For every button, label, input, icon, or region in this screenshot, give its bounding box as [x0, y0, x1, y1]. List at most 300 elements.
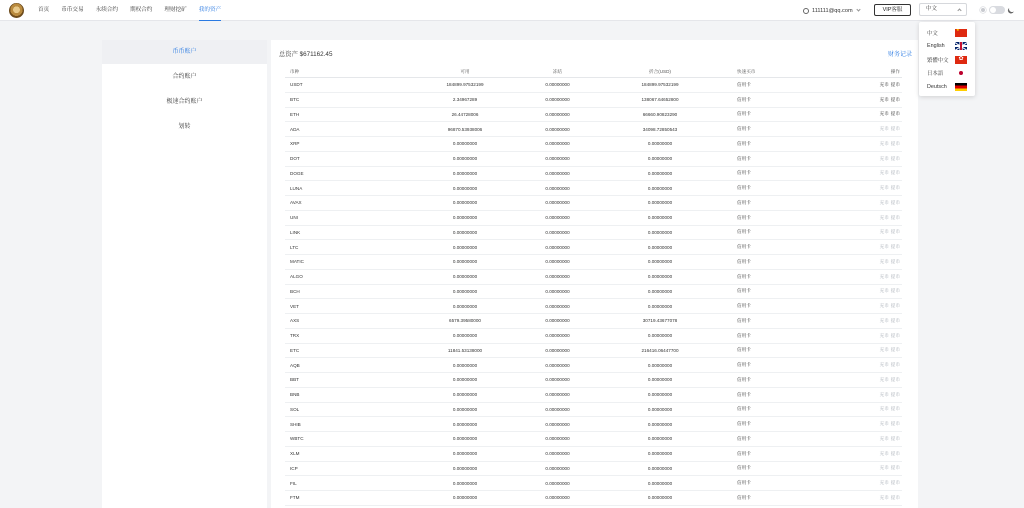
nav-item-0[interactable]: 首页	[38, 7, 50, 13]
table-row	[285, 78, 902, 93]
deposit-link[interactable]: 充币	[879, 465, 889, 471]
table-row	[285, 137, 902, 152]
language-option-hk[interactable]	[919, 53, 975, 67]
user-account-menu[interactable]	[803, 0, 860, 21]
coin-name: VET	[290, 303, 299, 309]
available-balance: 0.00000000	[452, 451, 478, 457]
coin-name: TRX	[290, 333, 300, 339]
table-row	[285, 476, 902, 491]
coin-name: AXS	[290, 318, 300, 324]
withdraw-link[interactable]: 提币	[890, 229, 900, 235]
deposit-link[interactable]: 充币	[879, 111, 889, 117]
row-operations	[880, 97, 900, 103]
usd-value: 0.00000000	[647, 436, 673, 442]
language-option-label: 繁體中文	[927, 57, 949, 64]
deposit-link[interactable]: 充币	[879, 362, 889, 368]
row-operations	[880, 377, 900, 383]
frozen-balance: 0.00000000	[545, 215, 570, 221]
row-operations	[880, 451, 900, 457]
available-balance: 0.00000000	[452, 200, 478, 206]
sun-icon	[981, 8, 985, 12]
table-row	[285, 329, 902, 344]
coin-name: DOGE	[290, 170, 304, 176]
frozen-balance: 0.00000000	[545, 318, 570, 324]
usd-value: 66660.90823290	[642, 111, 678, 117]
row-operations	[880, 436, 900, 442]
withdraw-link[interactable]: 提币	[890, 111, 900, 117]
quick-buy-link[interactable]: 信用卡	[737, 406, 751, 412]
table-row	[285, 255, 902, 270]
deposit-link[interactable]: 充币	[879, 391, 889, 397]
coin-name: LTC	[290, 244, 299, 250]
withdraw-link[interactable]: 提币	[890, 332, 900, 338]
language-option-cn[interactable]	[919, 26, 975, 40]
header-coin: 币种	[290, 69, 300, 74]
quick-buy-link[interactable]: 信用卡	[737, 111, 751, 117]
table-row	[285, 152, 902, 167]
nav-item-5[interactable]: 我的资产	[199, 0, 221, 21]
available-balance: 0.00000000	[452, 480, 478, 486]
chevron-down-icon	[856, 7, 860, 11]
table-row	[285, 299, 902, 314]
table-row	[285, 181, 902, 196]
quick-buy-link[interactable]: 信用卡	[737, 494, 751, 500]
deposit-link[interactable]: 充币	[879, 229, 889, 235]
row-operations	[880, 333, 900, 339]
row-operations	[880, 465, 900, 471]
usd-value: 0.00000000	[647, 244, 673, 250]
frozen-balance: 0.00000000	[545, 347, 570, 353]
available-balance: 0.00000000	[452, 244, 478, 250]
available-balance: 0.00000000	[452, 333, 478, 339]
language-option-label: 中文	[927, 30, 938, 37]
quick-buy-link[interactable]: 信用卡	[737, 170, 751, 176]
flag-jp-icon	[955, 69, 967, 77]
quick-buy-link[interactable]: 信用卡	[737, 140, 751, 146]
coin-name: ETC	[290, 347, 300, 353]
asset-panel	[271, 40, 918, 508]
coin-name: ADA	[290, 126, 300, 132]
header-quick-buy: 快速买币	[737, 69, 756, 74]
table-row	[285, 270, 902, 285]
deposit-link[interactable]: 充币	[879, 421, 889, 427]
deposit-link[interactable]: 充币	[879, 170, 889, 176]
available-balance: 0.00000000	[452, 170, 478, 176]
usd-value: 0.00000000	[647, 229, 673, 235]
coin-name: ETH	[290, 111, 300, 117]
nav-item-1[interactable]: 币币交易	[61, 7, 84, 13]
frozen-balance: 0.00000000	[545, 274, 570, 280]
row-operations	[880, 259, 900, 265]
quick-buy-link[interactable]: 信用卡	[737, 435, 751, 441]
deposit-link[interactable]: 充币	[879, 273, 889, 279]
row-operations	[880, 406, 900, 412]
usd-value: 0.00000000	[647, 421, 673, 427]
available-balance: 6579.39580000	[449, 318, 481, 324]
header-usd: 折合(USD)	[649, 69, 671, 74]
withdraw-link[interactable]: 提币	[890, 421, 900, 427]
frozen-balance: 0.00000000	[545, 451, 570, 457]
chevron-up-icon	[957, 8, 961, 12]
deposit-link[interactable]: 充币	[879, 494, 889, 500]
table-row	[285, 447, 902, 462]
deposit-link[interactable]: 充币	[879, 450, 889, 456]
withdraw-link[interactable]: 提币	[890, 126, 900, 132]
quick-buy-link[interactable]: 信用卡	[737, 214, 751, 220]
row-operations	[880, 141, 900, 147]
withdraw-link[interactable]: 提币	[890, 494, 900, 500]
table-row	[285, 491, 902, 506]
theme-toggle[interactable]	[989, 6, 1005, 14]
table-row	[285, 344, 902, 359]
language-select[interactable]	[919, 3, 967, 16]
withdraw-link[interactable]: 提币	[890, 450, 900, 456]
quick-buy-link[interactable]: 信用卡	[737, 480, 751, 486]
usd-value: 216416.06447700	[641, 347, 679, 353]
row-operations	[880, 215, 900, 221]
usd-value: 0.00000000	[647, 451, 673, 457]
frozen-balance: 0.00000000	[545, 259, 570, 265]
usd-value: 0.00000000	[647, 406, 673, 412]
quick-buy-link[interactable]: 信用卡	[737, 450, 751, 456]
coin-name: BNB	[290, 392, 300, 398]
language-dropdown-menu	[919, 22, 975, 96]
quick-buy-link[interactable]: 信用卡	[737, 288, 751, 294]
deposit-link[interactable]: 充币	[879, 96, 889, 102]
deposit-link[interactable]: 充币	[879, 376, 889, 382]
withdraw-link[interactable]: 提币	[890, 465, 900, 471]
quick-buy-link[interactable]: 信用卡	[737, 347, 751, 353]
nav-item-4[interactable]: 理财挖矿	[164, 7, 187, 13]
withdraw-link[interactable]: 提币	[890, 214, 900, 220]
table-row	[285, 388, 902, 403]
available-balance: 26.44728006	[451, 111, 479, 117]
language-option-jp[interactable]	[919, 67, 975, 81]
table-row	[285, 167, 902, 182]
available-balance: 0.00000000	[452, 465, 478, 471]
withdraw-link[interactable]: 提币	[890, 303, 900, 309]
language-option-de[interactable]	[919, 80, 975, 94]
coin-name: DOT	[290, 156, 300, 162]
language-option-uk[interactable]	[919, 40, 975, 54]
row-operations	[880, 288, 900, 294]
row-operations	[880, 170, 900, 176]
row-operations	[880, 362, 900, 368]
coin-name: ALGO	[290, 274, 303, 280]
moon-icon	[1008, 5, 1016, 13]
row-operations	[880, 126, 900, 132]
available-balance: 0.00000000	[452, 259, 478, 265]
table-row	[285, 403, 902, 418]
row-operations	[880, 392, 900, 398]
header-available: 可用	[460, 69, 470, 74]
table-row	[285, 226, 902, 241]
deposit-link[interactable]: 充币	[879, 288, 889, 294]
coin-name: FIL	[290, 480, 297, 486]
frozen-balance: 0.00000000	[545, 200, 570, 206]
deposit-link[interactable]: 充币	[879, 303, 889, 309]
deposit-link[interactable]: 充币	[879, 126, 889, 132]
coin-name: BTC	[290, 97, 300, 103]
withdraw-link[interactable]: 提币	[890, 170, 900, 176]
withdraw-link[interactable]: 提币	[890, 317, 900, 323]
withdraw-link[interactable]: 提币	[890, 406, 900, 412]
row-operations	[880, 244, 900, 250]
available-balance: 0.00000000	[452, 406, 478, 412]
coin-name: AVAX	[290, 200, 302, 206]
usd-value: 0.00000000	[647, 392, 673, 398]
frozen-balance: 0.00000000	[545, 170, 570, 176]
quick-buy-link[interactable]: 信用卡	[737, 96, 751, 102]
withdraw-link[interactable]: 提币	[890, 347, 900, 353]
quick-buy-link[interactable]: 信用卡	[737, 391, 751, 397]
flag-de-icon	[955, 83, 967, 91]
quick-buy-link[interactable]: 信用卡	[737, 199, 751, 205]
usd-value: 138067.64652800	[641, 97, 679, 103]
table-row	[285, 462, 902, 477]
frozen-balance: 0.00000000	[545, 303, 570, 309]
available-balance: 0.00000000	[452, 495, 478, 501]
table-row	[285, 373, 902, 388]
deposit-link[interactable]: 充币	[879, 332, 889, 338]
withdraw-link[interactable]: 提币	[890, 244, 900, 250]
quick-buy-link[interactable]: 信用卡	[737, 421, 751, 427]
frozen-balance: 0.00000000	[545, 495, 570, 501]
coin-name: MATIC	[290, 259, 304, 265]
available-balance: 0.00000000	[452, 215, 478, 221]
coin-name: LUNA	[290, 185, 303, 191]
header-operations: 操作	[890, 69, 900, 74]
vip-support-button[interactable]: VIP客服	[874, 4, 911, 16]
deposit-link[interactable]: 充币	[879, 347, 889, 353]
deposit-link[interactable]: 充币	[879, 258, 889, 264]
table-row	[285, 358, 902, 373]
available-balance: 0.00000000	[452, 421, 478, 427]
brand-logo-icon[interactable]	[9, 3, 24, 18]
usd-value: 0.00000000	[647, 362, 673, 368]
coin-name: LINK	[290, 229, 301, 235]
language-option-label: English	[927, 43, 945, 50]
usd-value: 0.00000000	[647, 141, 673, 147]
table-row	[285, 93, 902, 108]
available-balance: 11841.53138000	[447, 347, 483, 353]
table-row	[285, 196, 902, 211]
table-row	[285, 108, 902, 123]
asset-table	[285, 67, 902, 506]
available-balance: 0.00000000	[452, 288, 478, 294]
withdraw-link[interactable]: 提币	[890, 288, 900, 294]
deposit-link[interactable]: 充币	[879, 244, 889, 250]
deposit-link[interactable]: 充币	[879, 214, 889, 220]
quick-buy-link[interactable]: 信用卡	[737, 155, 751, 161]
withdraw-link[interactable]: 提币	[890, 96, 900, 102]
row-operations	[880, 495, 900, 501]
withdraw-link[interactable]: 提币	[890, 376, 900, 382]
language-selected-label: 中文	[926, 6, 938, 12]
frozen-balance: 0.00000000	[545, 97, 570, 103]
deposit-link[interactable]: 充币	[879, 155, 889, 161]
withdraw-link[interactable]: 提币	[890, 362, 900, 368]
sidebar-item-3[interactable]: 划转	[178, 124, 191, 130]
row-operations	[880, 347, 900, 353]
usd-value: 0.00000000	[647, 377, 673, 383]
quick-buy-link[interactable]: 信用卡	[737, 273, 751, 279]
coin-name: SHIB	[290, 421, 301, 427]
quick-buy-link[interactable]: 信用卡	[737, 465, 751, 471]
available-balance: 96870.53938006	[447, 126, 483, 132]
quick-buy-link[interactable]: 信用卡	[737, 376, 751, 382]
row-operations	[880, 185, 900, 191]
coin-name: SOL	[290, 406, 300, 412]
header-frozen: 冻结	[552, 69, 563, 74]
coin-name: UNI	[290, 215, 298, 221]
nav-item-3[interactable]: 期权合约	[129, 7, 153, 13]
deposit-link[interactable]: 充币	[879, 435, 889, 441]
quick-buy-link[interactable]: 信用卡	[737, 362, 751, 368]
total-assets: 总资产 $671162.45	[279, 51, 333, 58]
frozen-balance: 0.00000000	[545, 141, 570, 147]
table-row	[285, 211, 902, 226]
row-operations	[880, 111, 900, 117]
frozen-balance: 0.00000000	[545, 111, 570, 117]
quick-buy-link[interactable]: 信用卡	[737, 258, 751, 264]
row-operations	[880, 82, 900, 88]
withdraw-link[interactable]: 提币	[890, 273, 900, 279]
deposit-link[interactable]: 充币	[879, 185, 889, 191]
withdraw-link[interactable]: 提币	[890, 258, 900, 264]
table-row	[285, 122, 902, 137]
coin-name: BCH	[290, 288, 300, 294]
frozen-balance: 0.00000000	[545, 333, 570, 339]
quick-buy-link[interactable]: 信用卡	[737, 81, 751, 87]
row-operations	[880, 156, 900, 162]
available-balance: 0.00000000	[452, 141, 478, 147]
quick-buy-link[interactable]: 信用卡	[737, 126, 751, 132]
usd-value: 0.00000000	[647, 465, 673, 471]
usd-value: 0.00000000	[647, 156, 673, 162]
frozen-balance: 0.00000000	[545, 288, 570, 294]
available-balance: 0.00000000	[452, 392, 478, 398]
frozen-balance: 0.00000000	[545, 156, 570, 162]
row-operations	[880, 318, 900, 324]
available-balance: 2.34967289	[452, 97, 478, 103]
row-operations	[880, 229, 900, 235]
frozen-balance: 0.00000000	[545, 392, 570, 398]
quick-buy-link[interactable]: 信用卡	[737, 332, 751, 338]
sidebar-item-1[interactable]: 合约账户	[172, 74, 197, 80]
coin-name: BBT	[290, 377, 299, 383]
usd-value: 0.00000000	[647, 185, 673, 191]
financial-records-link[interactable]: 财务记录	[887, 52, 912, 58]
coin-name: XLM	[290, 451, 300, 457]
row-operations	[880, 421, 900, 427]
language-option-label: 日本語	[927, 71, 944, 78]
row-operations	[880, 274, 900, 280]
sidebar-item-0[interactable]: 币币账户	[102, 40, 267, 64]
usd-value: 0.00000000	[647, 215, 673, 221]
usd-value: 0.00000000	[647, 259, 673, 265]
table-row	[285, 417, 902, 432]
frozen-balance: 0.00000000	[545, 244, 570, 250]
withdraw-link[interactable]: 提币	[890, 155, 900, 161]
coin-name: USDT	[290, 82, 303, 88]
available-balance: 0.00000000	[452, 156, 478, 162]
coin-name: FTM	[290, 495, 300, 501]
available-balance: 0.00000000	[452, 185, 478, 191]
nav-item-2[interactable]: 永续合约	[95, 7, 118, 13]
deposit-link[interactable]: 充币	[879, 480, 889, 486]
table-row	[285, 285, 902, 300]
available-balance: 0.00000000	[452, 377, 478, 383]
sidebar-item-2[interactable]: 极速合约账户	[166, 99, 203, 105]
asset-sidebar	[102, 40, 267, 508]
usd-value: 0.00000000	[647, 274, 673, 280]
frozen-balance: 0.00000000	[545, 229, 570, 235]
deposit-link[interactable]: 充币	[879, 317, 889, 323]
row-operations	[880, 480, 900, 486]
coin-name: XRP	[290, 141, 300, 147]
deposit-link[interactable]: 充币	[879, 199, 889, 205]
usd-value: 0.00000000	[647, 288, 673, 294]
quick-buy-link[interactable]: 信用卡	[737, 303, 751, 309]
available-balance: 0.00000000	[452, 362, 478, 368]
usd-value: 184899.97532199	[641, 82, 679, 88]
frozen-balance: 0.00000000	[545, 185, 570, 191]
frozen-balance: 0.00000000	[545, 126, 570, 132]
deposit-link[interactable]: 充币	[879, 140, 889, 146]
main-nav	[38, 0, 233, 21]
quick-buy-link[interactable]: 信用卡	[737, 244, 751, 250]
usd-value: 34098.72850543	[642, 126, 678, 132]
withdraw-link[interactable]: 提币	[890, 81, 900, 87]
top-navigation-bar	[0, 0, 1024, 21]
withdraw-link[interactable]: 提币	[890, 199, 900, 205]
coin-name: AQB	[290, 362, 300, 368]
frozen-balance: 0.00000000	[545, 406, 570, 412]
flag-uk-icon	[955, 42, 967, 50]
available-balance: 184899.97532199	[446, 82, 484, 88]
flag-cn-icon	[955, 29, 967, 37]
deposit-link[interactable]: 充币	[879, 81, 889, 87]
coin-name: ICP	[290, 465, 298, 471]
withdraw-link[interactable]: 提币	[890, 435, 900, 441]
available-balance: 0.00000000	[452, 274, 478, 280]
quick-buy-link[interactable]: 信用卡	[737, 317, 751, 323]
usd-value: 30719.43677078	[642, 318, 678, 324]
row-operations	[880, 303, 900, 309]
frozen-balance: 0.00000000	[545, 82, 570, 88]
withdraw-link[interactable]: 提币	[890, 480, 900, 486]
row-operations	[880, 200, 900, 206]
usd-value: 0.00000000	[647, 170, 673, 176]
quick-buy-link[interactable]: 信用卡	[737, 185, 751, 191]
language-option-label: Deutsch	[927, 83, 947, 90]
available-balance: 0.00000000	[452, 229, 478, 235]
withdraw-link[interactable]: 提币	[890, 140, 900, 146]
usd-value: 0.00000000	[647, 303, 673, 309]
withdraw-link[interactable]: 提币	[890, 185, 900, 191]
frozen-balance: 0.00000000	[545, 421, 570, 427]
table-row	[285, 314, 902, 329]
withdraw-link[interactable]: 提币	[890, 391, 900, 397]
frozen-balance: 0.00000000	[545, 465, 570, 471]
frozen-balance: 0.00000000	[545, 436, 570, 442]
quick-buy-link[interactable]: 信用卡	[737, 229, 751, 235]
coin-name: WBTC	[290, 436, 304, 442]
flag-hk-icon	[955, 56, 967, 64]
available-balance: 0.00000000	[452, 303, 478, 309]
deposit-link[interactable]: 充币	[879, 406, 889, 412]
